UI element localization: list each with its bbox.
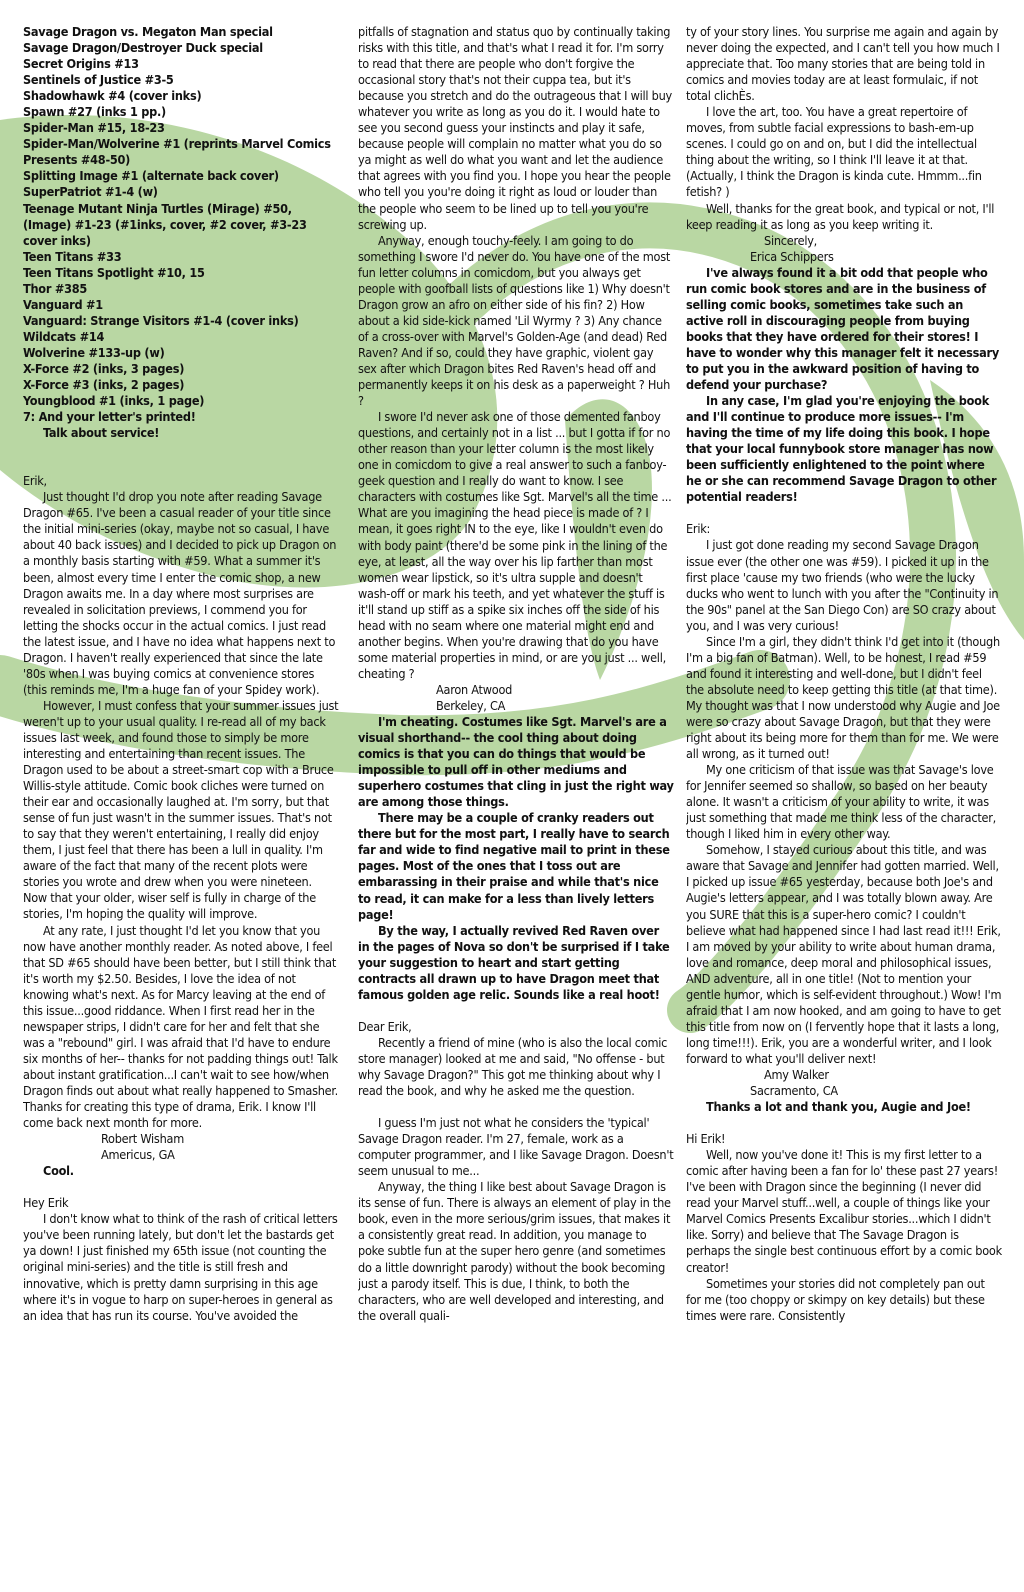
credit-item: Vanguard: Strange Visitors #1-4 (cover inks)	[23, 312, 299, 328]
column-2	[358, 24, 674, 1584]
letter-paragraph: Anyway, enough touchy-feely. I am going to do something I swore I'd never do. You have one of the most fun letter columns in comicdom, but you always get people with goofball lists of questions like 1) Why doesn't Dragon grow an afro on either side of his fin? 2) How about a kid side-kick named 'Lil Wyrmy ? 3) Any chance of a cross-over with Marvel's Golden-Age (and dead) Red Raven? And if so, could they have graphic, violent gay sex after which Dragon bites Red Raven's head off and permanently keeps it on his desk as a paperweight ? Huh ?	[358, 232, 671, 409]
credit-item: X-Force #2 (inks, 3 pages)	[23, 360, 185, 376]
credit-item: Teen Titans Spotlight #10, 15	[23, 264, 205, 280]
credit-item: Spider-Man #15, 18-23	[23, 120, 165, 136]
signature-name: Amy Walker	[764, 1067, 829, 1082]
letter-paragraph: My one criticism of that issue was that Savage's love for Jennifer seemed so shallow, so based on her beauty alone. It wasn't a criticism of your ability to write, it was just something that made me think less of the character, though I liked him in every other way.	[686, 762, 997, 842]
letter-paragraph: Somehow, I stayed curious about this title, and was aware that Savage and Jennifer had gotten married. Well, I picked up issue #65 yesterday, because both Joe's and Augie's letters appear, and I was totally blown away. Are you SURE that this is a super-hero comic? I couldn't believe what had happened since I had last read it!!! Erik, I am moved by your ability to write about human drama, love and romance, deep moral and philosophical issues, AND adventure, all in one title! (Not to mention your gentle humor, which is self-evident throughout.) Wow! I'm afraid that I am now hooked, and am going to have to get this title from now on (I fervently hope that it lasts a long, long time!!!). Erik, you are a wonderful writer, and I look forward to what you'll deliver next!	[686, 842, 1002, 1066]
column-1	[23, 24, 339, 1584]
credit-item: Spider-Man/Wolverine #1 (reprints Marvel Comics Presents #48-50)	[23, 136, 331, 168]
letter-paragraph: I love the art, too. You have a great repertoire of moves, from subtle facial expressions to bash-em-up scenes. I could go on and on, but I did the intellectual thing about the writing, so I think I'll leave it at that. (Actually, I think the Dragon is kinda cute. Hmmm...fin fetish? )	[686, 104, 982, 200]
editor-reply: I've always found it a bit odd that people who run comic book stores and are in the business of selling comic books, sometimes take such an active roll in discouraging people from buying books that they have ordered for their stores! I have to wonder why this manager felt it necessary to put you in the awkward position of having to defend your purchase?	[686, 264, 1000, 393]
signature-place: Americus, GA	[101, 1147, 175, 1163]
credit-item: Wildcats #14	[23, 328, 105, 344]
letter-paragraph: pitfalls of stagnation and status quo by continually taking risks with this title, and that's what I read it for. I'm sorry to read that there are people who don't forgive the occasional story that's not their cuppa tea, but it's because you stretch and do the outrageous that I will buy whatever you write as long as you do it. I would hate to see you second guess your instincts and play it safe, because people will complain no matter what you do so ya might as well do what you want and let the audience that agrees with you find you. I hope you hear the people who tell you you're doing it right as loud or louder than the people who seem to be lined up to tell you you're screwing up.	[358, 24, 672, 232]
credit-item: Splitting Image #1 (alternate back cover)	[23, 168, 279, 184]
credit-item: Vanguard #1	[23, 296, 103, 312]
editor-reply: In any case, I'm glad you're enjoying the book and I'll continue to produce more issues-- I'm having the time of my life doing this book. I hope that your local funnybook store manager has now been sufficiently enlightened to the point where he or she can recommend Savage Dragon to other potential readers!	[686, 393, 997, 505]
credit-item: Wolverine #133-up (w)	[23, 344, 165, 360]
letter-paragraph: I guess I'm just not what he considers the 'typical' Savage Dragon reader. I'm 27, female, work as a computer programmer, and I like Savage Dragon. Doesn't seem unusual to me...	[358, 1115, 674, 1179]
letter-paragraph: Well, thanks for the great book, and typical or not, I'll keep reading it as long as you keep writing it.	[686, 200, 995, 232]
signature-name: Robert Wisham	[101, 1131, 184, 1147]
letter-paragraph: Since I'm a girl, they didn't think I'd get into it (though I'm a big fan of Batman). Well, to be honest, I read #59 and found it interesting and well-done, but I didn't feel the absolute need to keep getting this title (at that time). My thought was that I now understood why Augie and Joe were so crazy about Savage Dragon, but that they were right about its being more for them than for me. We were all wrong, as it turned out!	[686, 633, 1000, 762]
credits-list	[23, 24, 339, 441]
letter-paragraph: ty of your story lines. You surprise me again and again by never doing the expected, and I can't tell you how much I appreciate that. Too many stories that are being told in comics and movies today are at least formulaic, if not total clichÈs.	[686, 24, 1000, 104]
letter-paragraph: I don't know what to think of the rash of critical letters you've been running lately, but don't let the bastards get ya down! I just finished my 65th issue (not counting the original mini-series) and the title is still fresh and innovative, which is pretty damn surprising in this age where it's in vogue to harp on super-heroes in general as an idea that has run its course. You've avoided the	[23, 1211, 338, 1323]
editor-reply: There may be a couple of cranky readers out there but for the most part, I really have to search far and wide to find negative mail to print in these pages. Most of the ones that I toss out are embarassing in their praise and while that's nice to read, it can make for a less than lively letters page!	[358, 810, 670, 922]
credit-item: 7: And your letter's printed!	[23, 409, 196, 425]
letter-salutation: Erik:	[686, 521, 711, 537]
letter-paragraph: However, I must confess that your summer issues just weren't up to your usual quality. I re-read all of my back issues last week, and found those to simply be more interesting and entertaining than recent issues. The Dragon used to be about a street-smart cop with a Bruce Willis-style attitude. Comic book cliches were turned on their ear and occasionally laughed at. I'm sorry, but that sense of fun just wasn't in the summer issues. That's not to say that they weren't entertaining, I really did enjoy them, I just feel that there has been a lull in quality. I'm aware of the fact that many of the recent plots were stories you wrote and drew when you were nineteen. Now that your older, wiser self is fully in charge of the stories, I'm hoping the quality will improve.	[23, 697, 339, 922]
letter-salutation: Dear Erik,	[358, 1018, 412, 1034]
letter-salutation: Hey Erik	[23, 1195, 69, 1211]
credit-item: Savage Dragon vs. Megaton Man special	[23, 24, 273, 39]
signature-name: Erica Schippers	[750, 248, 834, 264]
credit-item: Secret Origins #13	[23, 56, 139, 72]
letter-paragraph: Just thought I'd drop you note after reading Savage Dragon #65. I've been a casual reader of your title since the initial mini-series (okay, maybe not so casual, I have about 40 back issues) and I decided to pick up Dragon on a monthly basis starting with #59. What a summer it's been, almost every time I enter the comic shop, a new Dragon awaits me. In a day where most surprises are revealed in solicitation previews, I commend you for letting the shocks occur in the actual comics. I just read the latest issue, and I have no idea what happens next to Dragon. I haven't really experienced that since the late '80s when I was buying comics at convenience stores (this reminds me, I'm a huge fan of your Spidey work).	[23, 489, 337, 697]
letter-salutation: Erik,	[23, 473, 47, 489]
editor-reply: I'm cheating. Costumes like Sgt. Marvel's are a visual shorthand-- the cool thing about doing comics is that you can do things that would be impossible to pull off in other mediums and superhero costumes that cling in just the right way are among those things.	[358, 714, 674, 810]
editor-reply: Thanks a lot and thank you, Augie and Joe!	[706, 1099, 971, 1115]
credit-item: Thor #385	[23, 280, 88, 296]
letter-paragraph: Sometimes your stories did not completely pan out for me (too choppy or skimpy on key details) but these times were rare. Consistently	[686, 1275, 985, 1323]
letter-paragraph: Recently a friend of mine (who is also the local comic store manager) looked at me and said, "No offense - but why Savage Dragon?" This got me thinking about why I read the book, and why he asked me the question.	[358, 1034, 668, 1099]
letter-paragraph: I swore I'd never ask one of those demented fanboy questions, and certainly not in a list ... but I gotta if for no other reason than your letter column is the most likely one in comicdom to give a real answer to such a fanboy-geek question and I really do want to know. I see characters with costumes like Sgt. Marvel's all the time ... What are you imagining the head piece is made of ? I mean, it goes right IN to the eye, like I wouldn't even do with body paint (there'd be some pink in the lining of the eye, at least, all the way over his lip farther than most women wear lipstick, so it's ultra supple and doesn't wash-off or mark his teeth, and yet whatever the stuff is it'll stand up stiff as a spike six inches off the side of his head with no seam where one material might end and another begins. When you're drawing that do you have some material properties in mind, or are you just ... well, cheating ?	[358, 409, 672, 681]
letter-paragraph: Anyway, the thing I like best about Savage Dragon is its sense of fun. There is always an element of play in the book, even in the more serious/grim issues, that makes it a consistently great read. In addition, you manage to poke subtle fun at the super hero genre (and sometimes do a little downright parody) without the book becoming just a parody itself. This is due, I think, to both the characters, who are well developed and interesting, and the overall quali-	[358, 1179, 671, 1323]
signature-place: Berkeley, CA	[436, 697, 506, 713]
letter-paragraph: I just got done reading my second Savage Dragon issue ever (the other one was #59). I picked it up in the first place 'cause my two friends (who were the lucky ducks who went to lunch with you after the "Continuity in the 90s" panel at the San Diego Con) are SO crazy about you, and I was very curious!	[686, 537, 999, 633]
letter-salutation: Hi Erik!	[686, 1131, 726, 1147]
credit-item: Talk about service!	[43, 425, 160, 441]
editor-reply: By the way, I actually revived Red Raven over in the pages of Nova so don't be surprised if I take your suggestion to heart and start getting contracts all drawn up to have Dragon meet that famous golden age relic. Sounds like a real hoot!	[358, 922, 670, 1002]
letter-closing: Sincerely,	[764, 232, 818, 248]
letter-paragraph: At any rate, I just thought I'd let you know that you now have another monthly reader. As noted above, I feel that SD #65 should have been better, but I still think that it's worth my $2.50. Besides, I love the idea of not knowing what's next. As for Marcy leaving at the end of this issue...good riddance. When I first read her in the newspaper strips, I didn't care for her and felt that she was a "rebound" girl. I was afraid that I'd have to endure six months of her-- thanks for not padding things out! Talk about instant gratification...I can't wait to see how/when Dragon finds out about what really happened to Smasher. Thanks for creating this type of drama, Erik. I know I'll come back next month for more.	[23, 922, 338, 1131]
letter-paragraph: Well, now you've done it! This is my first letter to a comic after having been a fan for lo' these past 27 years! I've been with Dragon since the beginning (I never did read your Marvel stuff...well, a couple of things like your Marvel Comics Presents Excalibur stories...which I didn't like. Sorry) and believe that The Savage Dragon is perhaps the single best continuous effort by a comic book creator!	[686, 1147, 1002, 1275]
credit-item: Spawn #27 (inks 1 pp.)	[23, 104, 166, 120]
credit-item: X-Force #3 (inks, 2 pages)	[23, 377, 185, 393]
column-3	[686, 24, 1002, 1584]
credit-item: SuperPatriot #1-4 (w)	[23, 184, 158, 200]
signature-name: Aaron Atwood	[436, 681, 513, 697]
credit-item: Teen Titans #33	[23, 248, 122, 264]
credit-item: Youngblood #1 (inks, 1 page)	[23, 393, 205, 409]
signature-place: Sacramento, CA	[750, 1083, 838, 1099]
credit-item: Shadowhawk #4 (cover inks)	[23, 88, 202, 104]
editor-reply: Cool.	[43, 1163, 74, 1179]
credit-item: Savage Dragon/Destroyer Duck special	[23, 40, 263, 56]
credit-item: Teenage Mutant Ninja Turtles (Mirage) #50, (Image) #1-23 (#1inks, cover, #2 cover, #3-23 cover inks)	[23, 200, 307, 248]
credit-item: Sentinels of Justice #3-5	[23, 72, 174, 88]
